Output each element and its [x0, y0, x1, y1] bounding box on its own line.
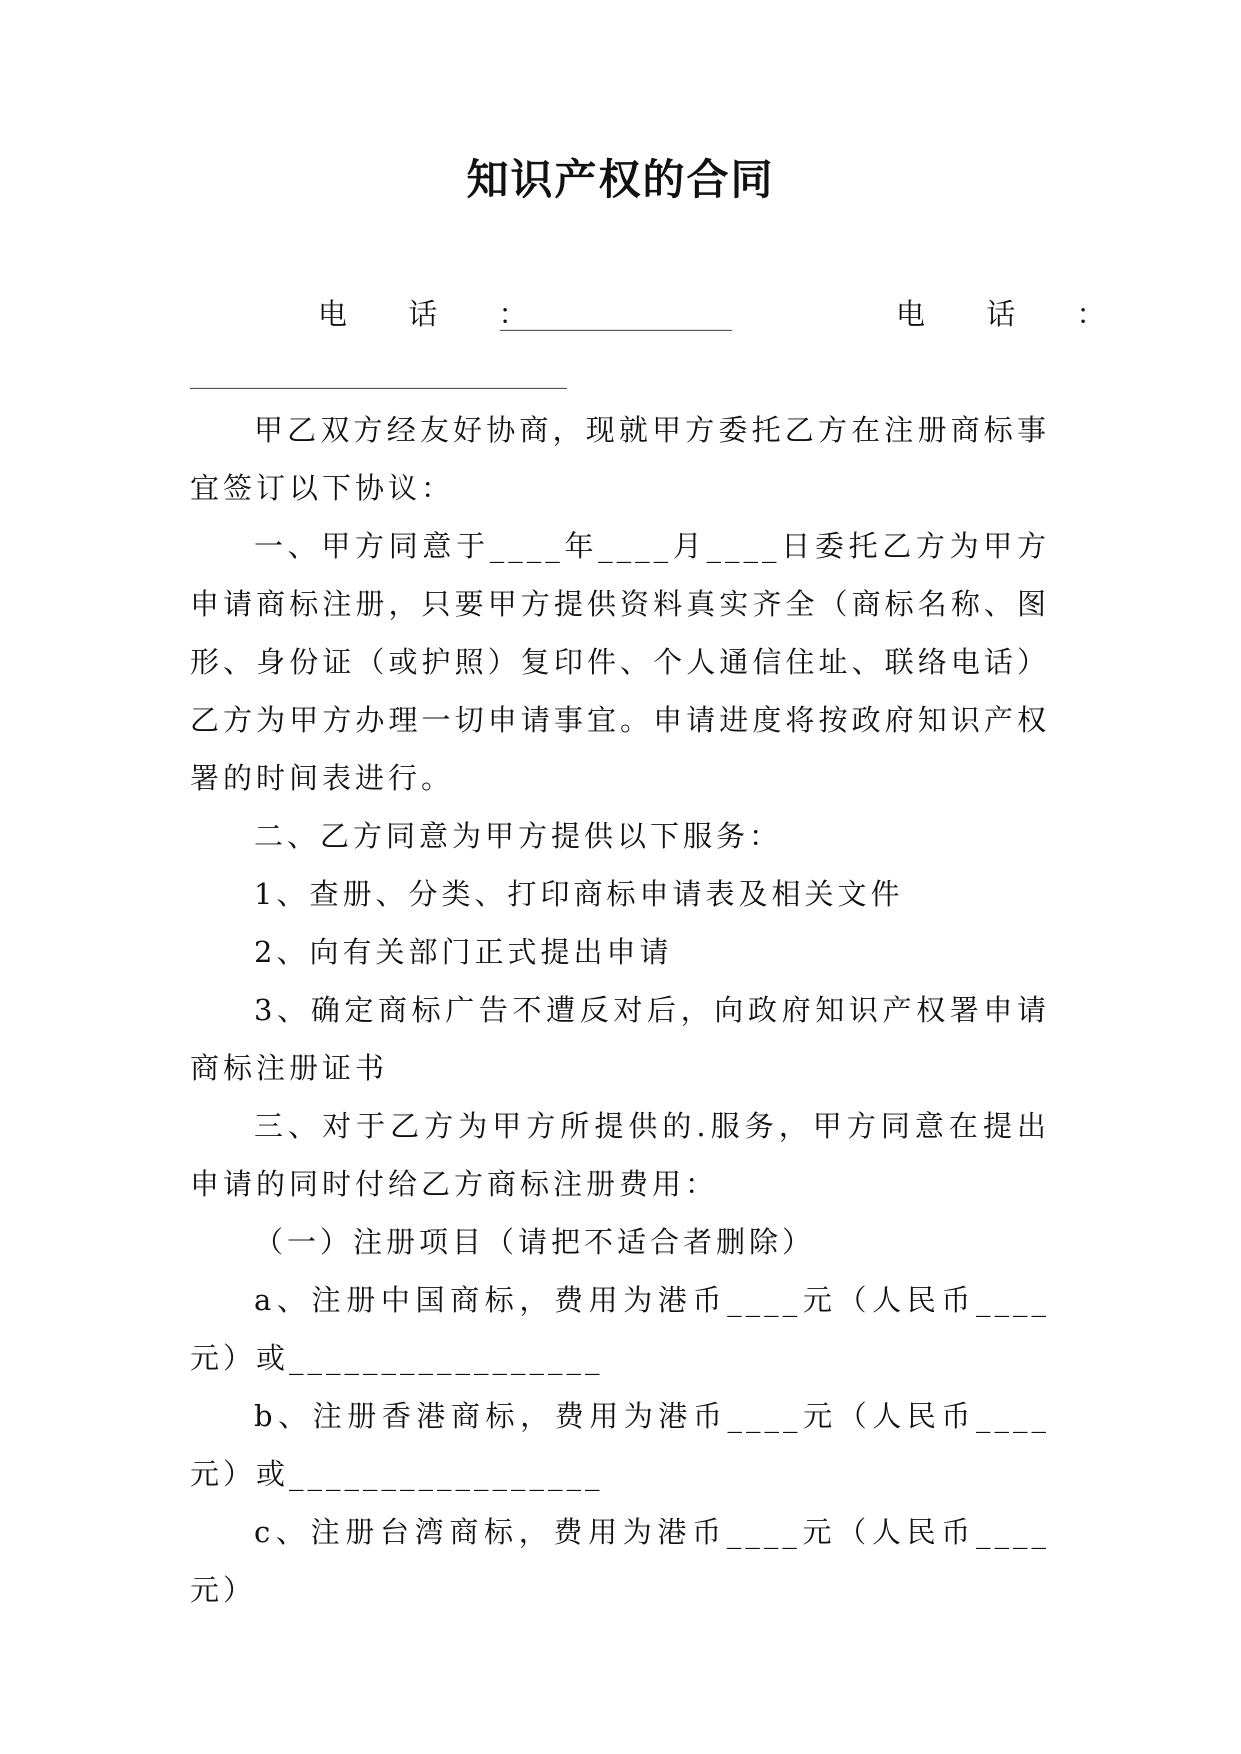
telephone-line [190, 285, 1132, 343]
telephone-label-party-b: 电 话 ： [896, 297, 1132, 331]
paragraph-clause-3: 三、对于乙方为甲方所提供的.服务，甲方同意在提出申请的同时付给乙方商标注册费用： [190, 1109, 1050, 1201]
telephone-blank-party-b: __________________________ [190, 355, 567, 389]
paragraph-intro: 甲乙双方经友好协商，现就甲方委托乙方在注册商标事宜签订以下协议： [190, 413, 1050, 505]
telephone-blank-party-a: ________________ [500, 297, 732, 331]
paragraph-item-a: a、注册中国商标，费用为港币____元（人民币____元）或_________________ [190, 1283, 1050, 1375]
document-title: 知识产权的合同 [466, 155, 775, 204]
paragraph-item-c: c、注册台湾商标，费用为港币____元（人民币____元） [190, 1515, 1050, 1607]
document-body [190, 285, 1132, 1619]
paragraph-registration-items: （一）注册项目（请把不适合者删除） [254, 1225, 816, 1259]
telephone-label-party-a: 电 话 ： [318, 297, 554, 331]
paragraph-service-2: 2、向有关部门正式提出申请 [254, 935, 673, 969]
paragraph-service-1: 1、查册、分类、打印商标申请表及相关文件 [254, 877, 904, 911]
paragraph-clause-1: 一、甲方同意于____年____月____日委托乙方为甲方申请商标注册，只要甲方提供资料真实齐全（商标名称、图形、身份证（或护照）复印件、个人通信住址、联络电话）乙方为甲方办理一切申请事宜。申请进度将按政府知识产权署的时间表进行。 [190, 529, 1050, 795]
paragraph-clause-2: 二、乙方同意为甲方提供以下服务： [254, 819, 783, 853]
paragraph-item-b: b、注册香港商标，费用为港币____元（人民币____元）或_________________ [190, 1399, 1050, 1491]
paragraph-service-3: 3、确定商标广告不遭反对后，向政府知识产权署申请商标注册证书 [190, 993, 1050, 1085]
